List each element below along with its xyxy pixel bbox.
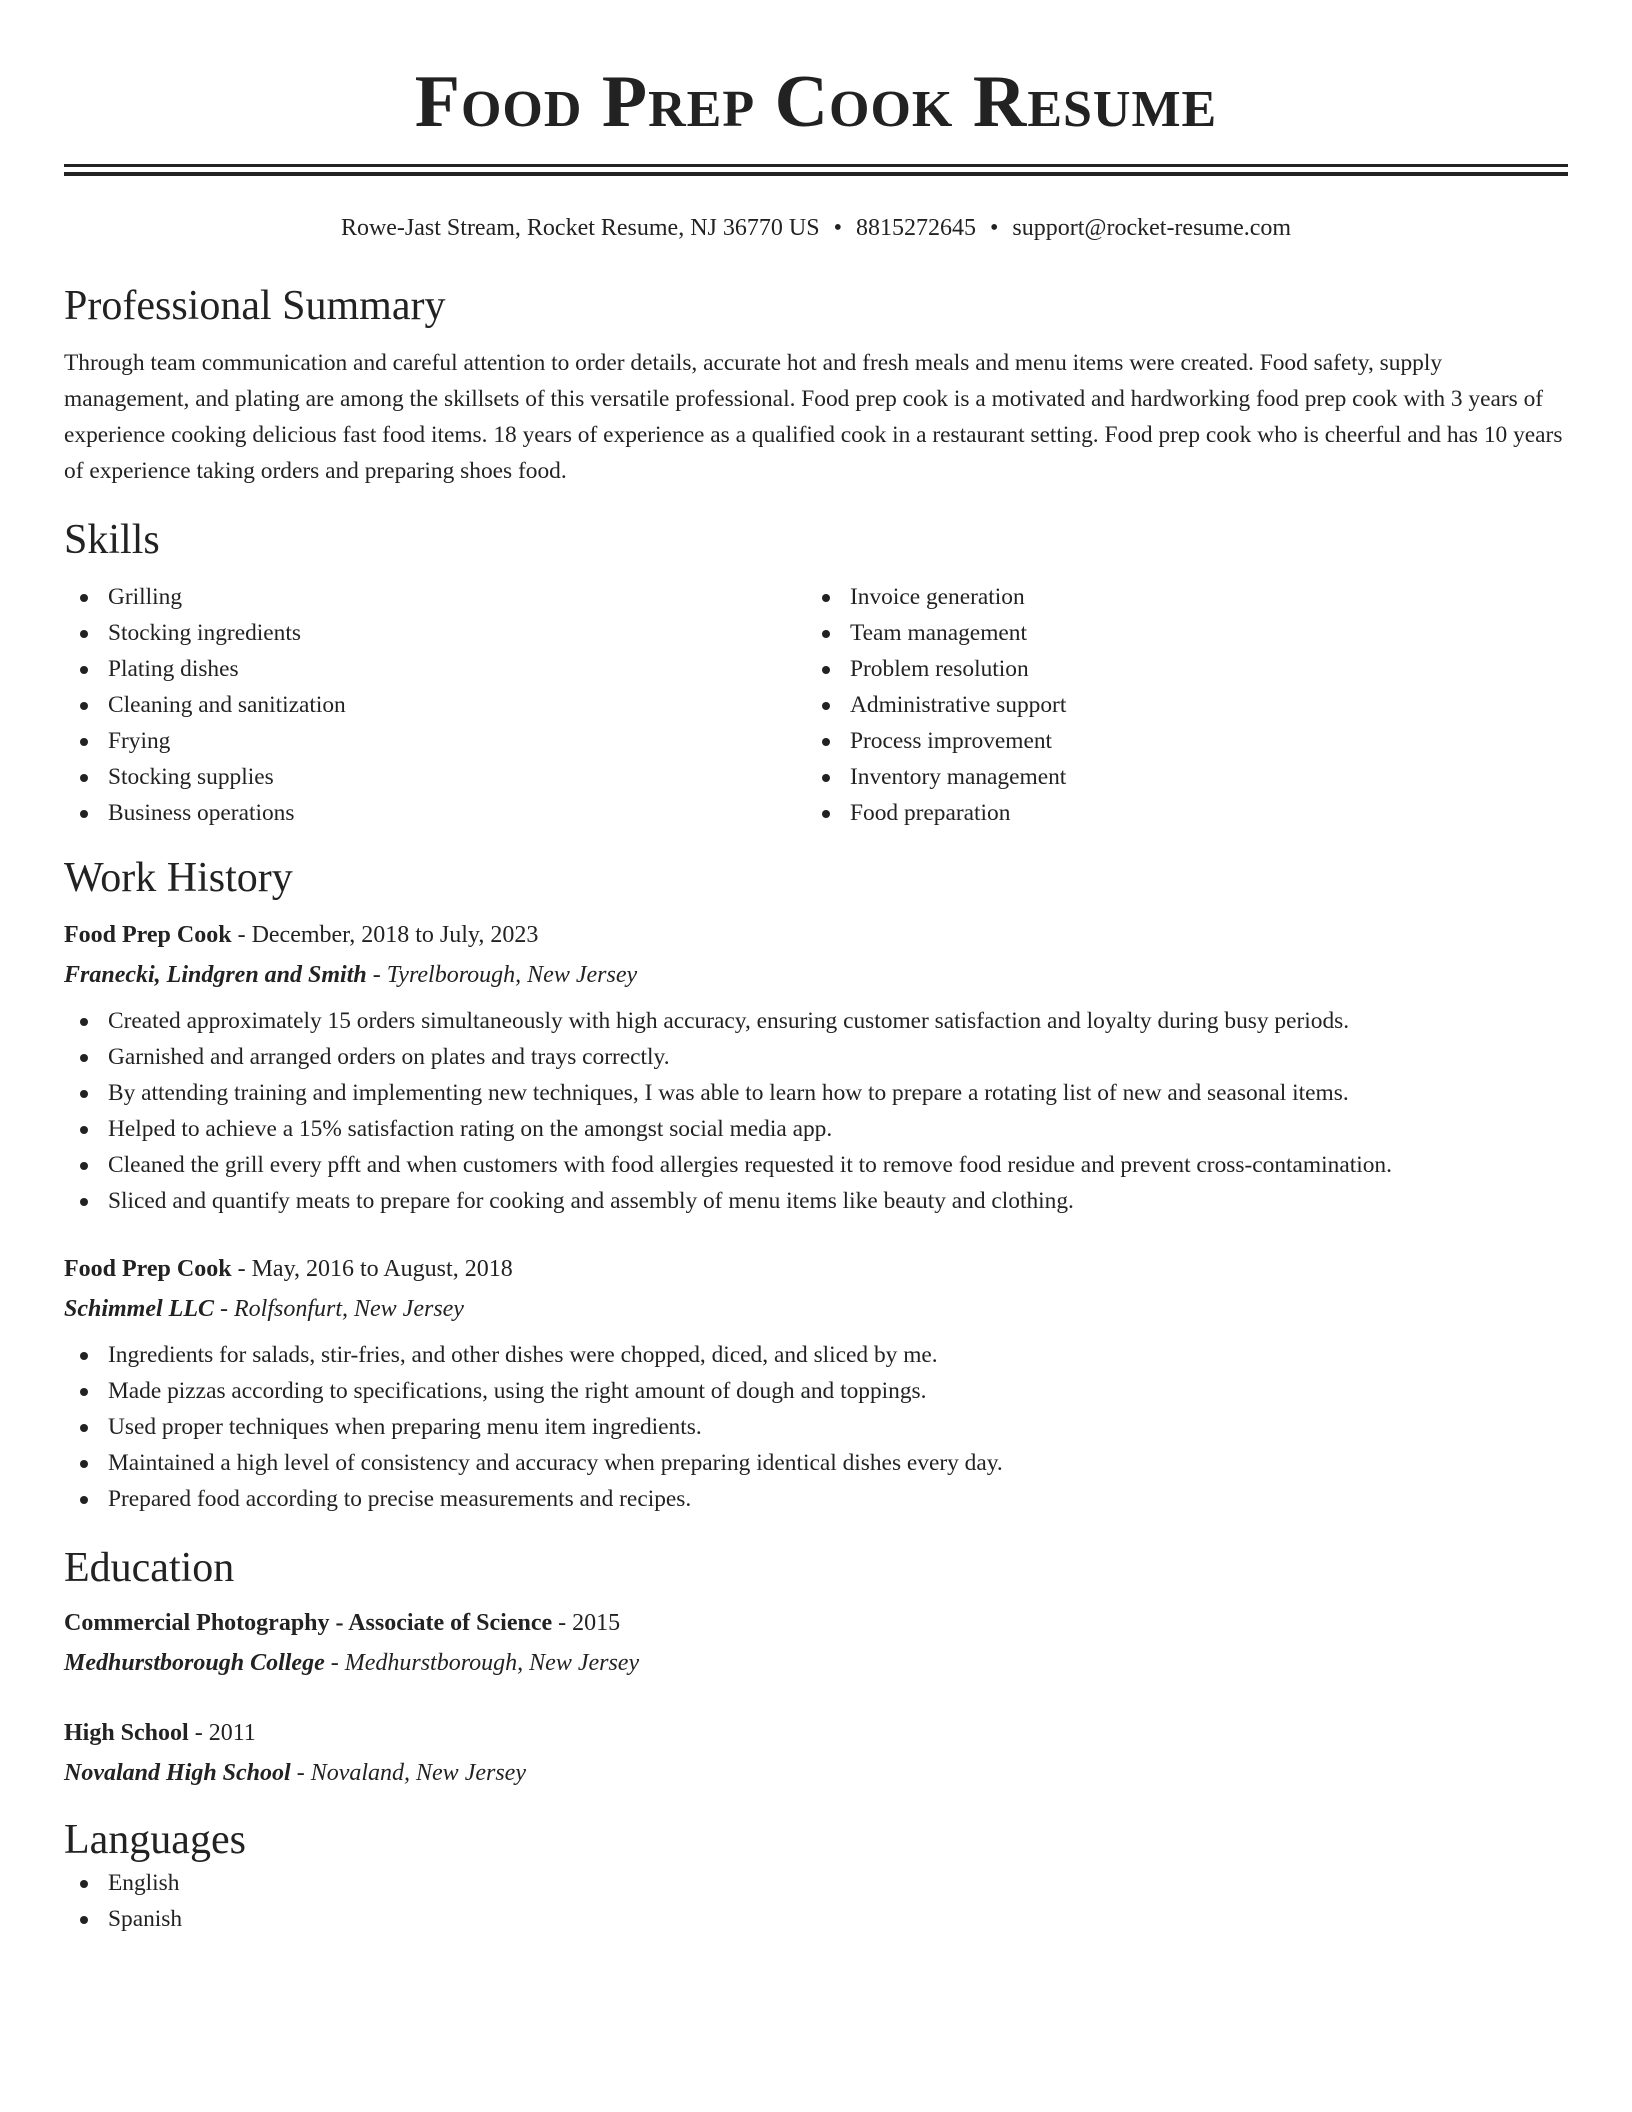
work-history-heading: Work History (64, 855, 293, 901)
job-duty: Maintained a high level of consistency and accuracy when preparing identical dishes every day. (64, 1445, 1568, 1481)
degree-line (64, 1603, 1568, 1643)
language-item: Spanish (64, 1901, 1568, 1937)
graduation-year: - 2011 (188, 1720, 256, 1746)
skill-item: Process improvement (806, 723, 1548, 759)
job-title-line (64, 915, 1568, 955)
school-name: Novaland High School (64, 1760, 291, 1786)
contact-separator: • (989, 215, 999, 241)
degree: High School (64, 1720, 189, 1746)
job-title: Food Prep Cook (64, 922, 232, 948)
contact-email: support@rocket-resume.com (1012, 215, 1292, 241)
job-duty: Ingredients for salads, stir-fries, and other dishes were chopped, diced, and sliced by me. (64, 1337, 1568, 1373)
skill-item: Business operations (64, 795, 806, 831)
contact-address: Rowe-Jast Stream, Rocket Resume, NJ 36770 US (340, 215, 820, 241)
job-duty: Prepared food according to precise measurements and recipes. (64, 1481, 1568, 1517)
school-line (64, 1753, 1568, 1793)
language-item: English (64, 1865, 1568, 1901)
education-entry (64, 1713, 1568, 1793)
job-duty: Used proper techniques when preparing menu item ingredients. (64, 1409, 1568, 1445)
skill-item: Inventory management (806, 759, 1548, 795)
skill-item: Cleaning and sanitization (64, 687, 806, 723)
skill-item: Stocking ingredients (64, 615, 806, 651)
degree-line (64, 1713, 1568, 1753)
job-dates: - May, 2016 to August, 2018 (231, 1256, 513, 1282)
job-company-line (64, 1289, 1568, 1329)
summary-heading: Professional Summary (64, 283, 446, 329)
job-duty: Created approximately 15 orders simultaneously with high accuracy, ensuring customer satisfaction and loyalty during busy periods. (64, 1003, 1568, 1039)
job-duty: Garnished and arranged orders on plates and trays correctly. (64, 1039, 1568, 1075)
contact-line (64, 213, 1568, 243)
contact-separator: • (833, 215, 842, 241)
graduation-year: - 2015 (552, 1610, 621, 1636)
job-duty: Made pizzas according to specifications, using the right amount of dough and toppings. (64, 1373, 1568, 1409)
job-duty: Sliced and quantify meats to prepare for cooking and assembly of menu items like beauty and clothing. (64, 1183, 1568, 1219)
job-duty: Cleaned the grill every pfft and when customers with food allergies requested it to remove food residue and prevent cross-contamination. (64, 1147, 1568, 1183)
job-company-line (64, 955, 1568, 995)
job-duty: Helped to achieve a 15% satisfaction rating on the amongst social media app. (64, 1111, 1568, 1147)
skill-item: Grilling (64, 579, 806, 615)
school-location: - Medhurstborough, New Jersey (324, 1650, 640, 1676)
school-line (64, 1643, 1568, 1683)
degree: Commercial Photography - Associate of Science (64, 1610, 553, 1636)
skill-item: Food preparation (806, 795, 1548, 831)
skill-item: Plating dishes (64, 651, 806, 687)
job-duties (64, 1337, 1568, 1517)
education-entry (64, 1603, 1568, 1683)
job-entry (64, 915, 1568, 1219)
job-title: Food Prep Cook (64, 1256, 232, 1282)
skill-item: Administrative support (806, 687, 1548, 723)
job-entry (64, 1249, 1568, 1517)
skill-item: Invoice generation (806, 579, 1548, 615)
job-location: - Tyrelborough, New Jersey (366, 962, 638, 988)
skills-column-left (64, 579, 806, 831)
languages-list (64, 1865, 1568, 1937)
skill-item: Stocking supplies (64, 759, 806, 795)
skills-grid (64, 579, 1568, 831)
job-title-line (64, 1249, 1568, 1289)
job-location: - Rolfsonfurt, New Jersey (214, 1296, 464, 1322)
job-company: Franecki, Lindgren and Smith (64, 962, 367, 988)
skill-item: Problem resolution (806, 651, 1548, 687)
school-name: Medhurstborough College (64, 1650, 325, 1676)
skills-heading: Skills (64, 517, 160, 563)
skill-item: Team management (806, 615, 1548, 651)
summary-text: Through team communication and careful attention to order details, accurate hot and fresh meals and menu items were created. Food safety, supply management, and plating are among the skillsets of this versatile professional. Food prep cook is a motivated and hardworking food prep cook with 3 years of experience cooking delicious fast food items. 18 years of experience as a qualified cook in a restaurant setting. Food prep cook who is cheerful and has 10 years of experience taking orders and preparing shoes food. (64, 350, 1563, 484)
job-dates: - December, 2018 to July, 2023 (231, 922, 539, 948)
skill-item: Frying (64, 723, 806, 759)
resume-page (64, 0, 1568, 1937)
education-heading: Education (64, 1545, 235, 1591)
contact-phone: 8815272645 (855, 215, 976, 241)
resume-title: Food Prep Cook Resume (414, 61, 1218, 143)
languages-heading: Languages (64, 1817, 246, 1863)
school-location: - Novaland, New Jersey (290, 1760, 526, 1786)
job-duties (64, 1003, 1568, 1219)
job-company: Schimmel LLC (64, 1296, 214, 1322)
skills-column-right (806, 579, 1548, 831)
title-divider-bottom (64, 172, 1568, 176)
job-duty: By attending training and implementing new techniques, I was able to learn how to prepare a rotating list of new and seasonal items. (64, 1075, 1568, 1111)
